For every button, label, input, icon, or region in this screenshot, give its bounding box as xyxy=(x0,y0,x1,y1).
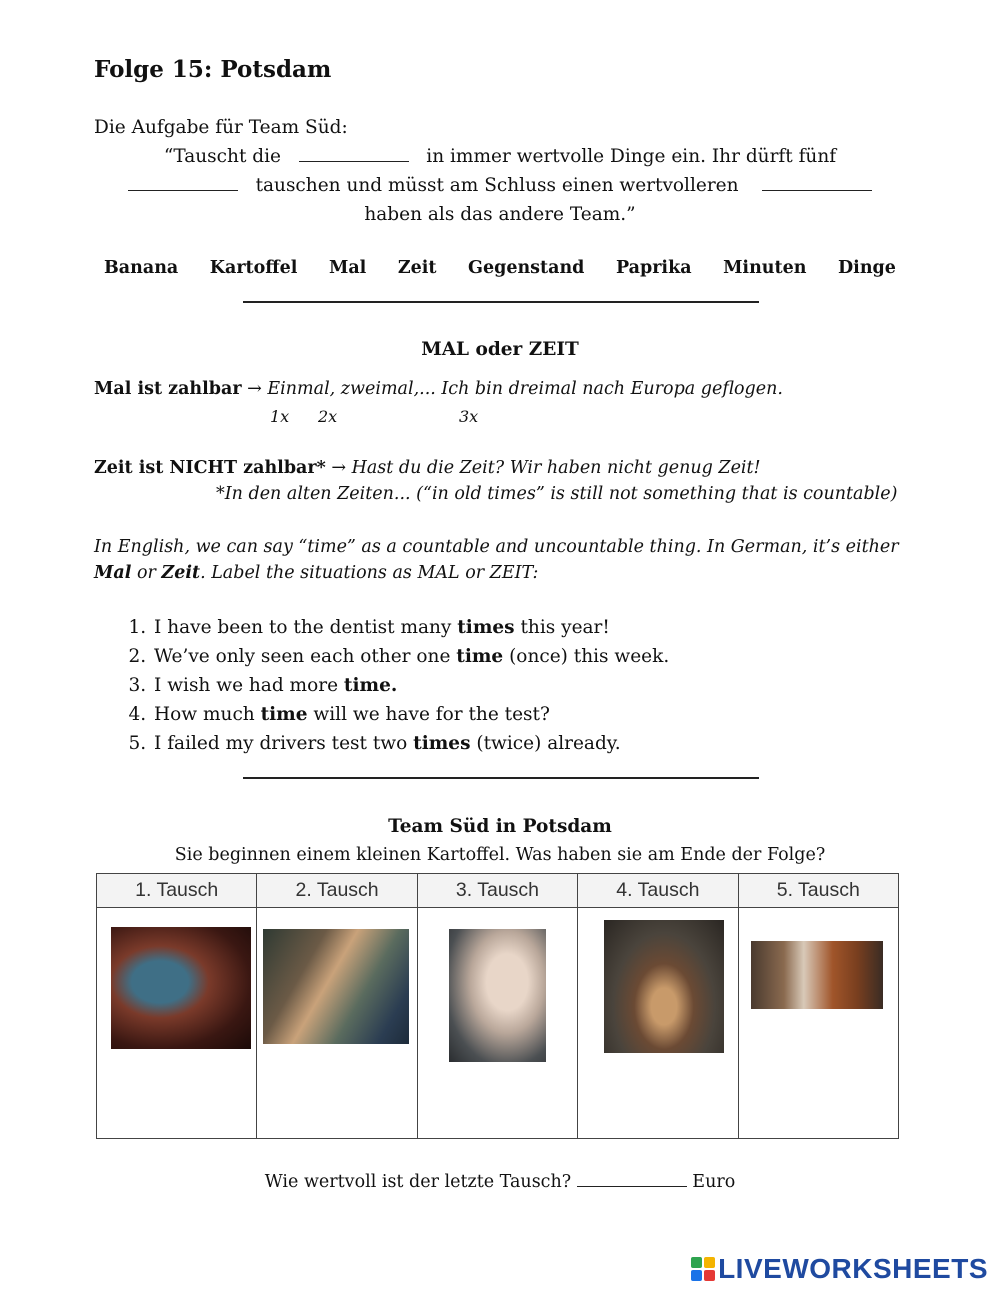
photo-doll-figure xyxy=(449,929,546,1062)
logo-square xyxy=(704,1257,715,1268)
word-bank-item[interactable]: Zeit xyxy=(397,258,437,278)
photo-wooden-box xyxy=(751,941,883,1009)
logo-icon xyxy=(691,1257,715,1281)
logo-text: LIVEWORKSHEETS xyxy=(718,1253,988,1284)
word-bank-item[interactable]: Banana xyxy=(104,258,179,278)
task-line-2 xyxy=(94,175,906,196)
instr-zeit: Zeit xyxy=(161,563,201,583)
instr-mal: Mal xyxy=(94,563,132,583)
tausch-cell xyxy=(738,908,898,1139)
count-1x: 1x xyxy=(270,407,290,426)
divider xyxy=(243,777,759,779)
tausch-cell xyxy=(257,908,417,1139)
task-line-2a: tauschen und müsst am Schluss einen wertvolleren xyxy=(255,175,739,196)
photo-box-hands xyxy=(111,927,251,1049)
column-header: 5. Tausch xyxy=(738,874,898,908)
list-item: 3. I wish we had more time. xyxy=(152,671,906,700)
mal-rule-label: Mal ist zahlbar xyxy=(94,379,242,399)
word-bank-item[interactable]: Gegenstand xyxy=(468,258,585,278)
blank-1[interactable] xyxy=(299,160,409,162)
column-header: 1. Tausch xyxy=(97,874,257,908)
zeit-note: *In den alten Zeiten... (“in old times” is still not something that is countable) xyxy=(216,484,898,504)
list-item: 5. I failed my drivers test two times (twice) already. xyxy=(152,729,906,758)
column-header: 4. Tausch xyxy=(578,874,738,908)
instruction-line-2 xyxy=(94,563,538,583)
word-bank-item[interactable]: Minuten xyxy=(723,258,807,278)
instruction-line-1: In English, we can say “time” as a countable and uncountable thing. In German, it’s either xyxy=(94,537,899,557)
team-heading: Team Süd in Potsdam xyxy=(388,816,612,837)
list-item: 2. We’ve only seen each other one time (once) this week. xyxy=(152,642,906,671)
tausch-cell xyxy=(578,908,738,1139)
list-item: 4. How much time will we have for the test? xyxy=(152,700,906,729)
column-header: 3. Tausch xyxy=(417,874,577,908)
tausch-cell xyxy=(417,908,577,1139)
logo-square xyxy=(691,1257,702,1268)
euro-unit: Euro xyxy=(692,1172,736,1192)
word-bank-item[interactable]: Dinge xyxy=(838,258,896,278)
blank-2[interactable] xyxy=(128,189,238,191)
task-line-1 xyxy=(94,146,906,167)
team-subheading: Sie beginnen einem kleinen Kartoffel. Was haben sie am Ende der Folge? xyxy=(174,845,826,865)
task-line-1b: in immer wertvolle Dinge ein. Ihr dürft fünf xyxy=(426,146,837,167)
logo-square xyxy=(704,1270,715,1281)
column-header: 2. Tausch xyxy=(257,874,417,908)
liveworksheets-logo xyxy=(691,1253,988,1285)
zeit-rule-label: Zeit ist NICHT zahlbar* xyxy=(94,458,326,478)
word-bank xyxy=(94,258,906,278)
arrow: → xyxy=(247,379,262,399)
tausch-cell xyxy=(97,908,257,1139)
task-line-3: haben als das andere Team.” xyxy=(364,204,636,225)
task-intro: Die Aufgabe für Team Süd: xyxy=(94,117,348,138)
mal-example: Einmal, zweimal,... Ich bin dreimal nach Europa geflogen. xyxy=(267,379,783,399)
euro-blank[interactable] xyxy=(577,1185,687,1187)
mal-rule xyxy=(94,379,783,399)
word-bank-item[interactable]: Mal xyxy=(328,258,367,278)
final-question xyxy=(94,1172,906,1192)
blank-3[interactable] xyxy=(762,189,872,191)
count-2x: 2x xyxy=(318,407,338,426)
page-title: Folge 15: Potsdam xyxy=(94,56,332,83)
zeit-example: Hast du die Zeit? Wir haben nicht genug Zeit! xyxy=(351,458,761,478)
instr-rest: . Label the situations as MAL or ZEIT: xyxy=(200,563,539,583)
zeit-rule xyxy=(94,458,761,478)
word-bank-item[interactable]: Paprika xyxy=(615,258,692,278)
tausch-table xyxy=(96,873,899,1139)
list-item: 1. I have been to the dentist many times this year! xyxy=(152,613,906,642)
arrow: → xyxy=(331,458,347,478)
photo-woman-bottle xyxy=(263,929,409,1044)
instr-or: or xyxy=(136,563,156,583)
divider xyxy=(243,301,759,303)
count-3x: 3x xyxy=(459,407,479,426)
final-question-text: Wie wertvoll ist der letzte Tausch? xyxy=(264,1172,572,1192)
task-line-1a: “Tauscht die xyxy=(163,146,281,167)
logo-square xyxy=(691,1270,702,1281)
word-bank-item[interactable]: Kartoffel xyxy=(209,258,298,278)
photo-jewelry-box xyxy=(604,920,724,1053)
sentence-list xyxy=(94,613,906,758)
mal-zeit-heading: MAL oder ZEIT xyxy=(421,339,579,360)
